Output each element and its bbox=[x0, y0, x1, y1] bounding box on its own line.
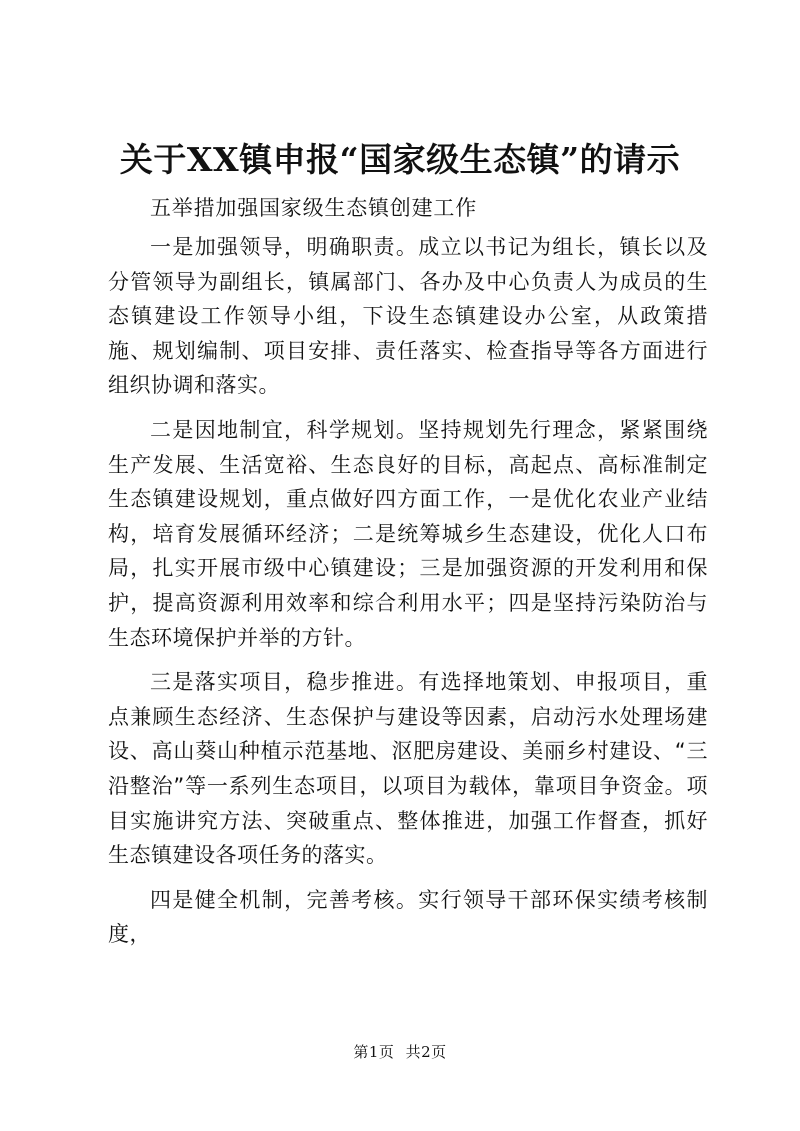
paragraph: 四是健全机制，完善考核。实行领导干部环保实绩考核制度， bbox=[108, 887, 708, 947]
page-number: 第1页 bbox=[353, 1043, 395, 1061]
document-body bbox=[108, 230, 708, 962]
paragraph: 二是因地制宜，科学规划。坚持规划先行理念，紧紧围绕生产发展、生活宽裕、生态良好的目标，高起点、高标准制定生态镇建设规划，重点做好四方面工作，一是优化农业产业结构，培育发展循环经济；二是统筹城乡生态建设，优化人口布局，扎实开展市级中心镇建设；三是加强资源的开发利用和保护，提高资源利用效率和综合利用水平；四是坚持污染防治与生态环境保护并举的方针。 bbox=[108, 417, 708, 650]
document-title: 关于XX镇申报“国家级生态镇”的请示 bbox=[119, 140, 681, 179]
paragraph: 一是加强领导，明确职责。成立以书记为组长，镇长以及分管领导为副组长，镇属部门、各办及中心负责人为成员的生态镇建设工作领导小组，下设生态镇建设办公室，从政策措施、规划编制、项目安排、责任落实、检查指导等各方面进行组织协调和落实。 bbox=[108, 235, 708, 398]
page-footer bbox=[0, 1042, 800, 1062]
document-subtitle: 五举措加强国家级生态镇创建工作 bbox=[150, 196, 477, 220]
paragraph: 三是落实项目，稳步推进。有选择地策划、申报项目，重点兼顾生态经济、生态保护与建设等因素，启动污水处理场建设、高山葵山种植示范基地、沤肥房建设、美丽乡村建设、“三沿整治”等一系列生态项目，以项目为载体，靠项目争资金。项目实施讲究方法、突破重点、整体推进，加强工作督查，抓好生态镇建设各项任务的落实。 bbox=[108, 670, 708, 868]
page-total: 共2页 bbox=[405, 1043, 447, 1061]
